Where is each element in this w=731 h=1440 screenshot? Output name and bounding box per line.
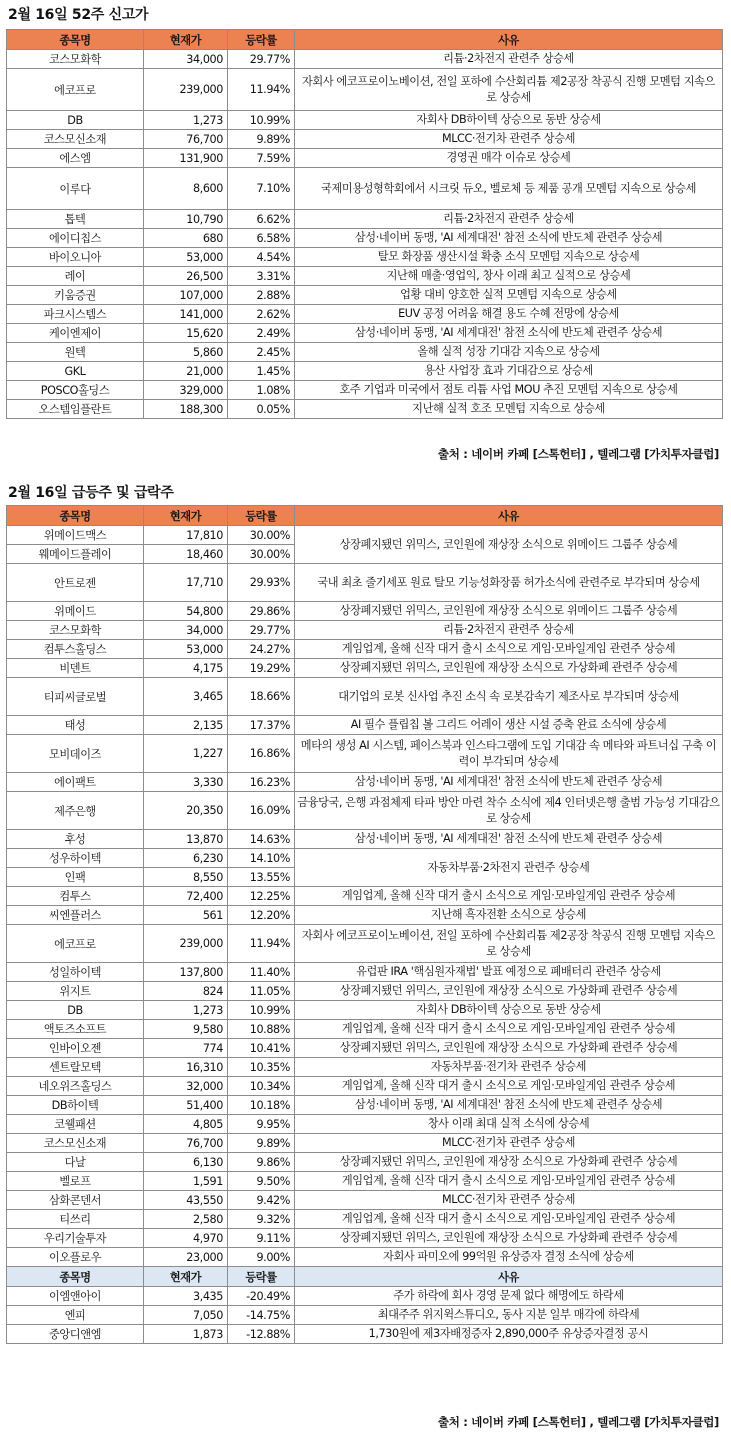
table-row [7,1115,723,1134]
table-row [7,963,723,982]
reason: 국내 최초 줄기세포 원료 탈모 기능성화장품 허가소식에 관련주로 부각되며 상승세 [295,564,723,602]
stock-name: 코스모신소재 [7,130,144,149]
table-row [7,362,723,381]
stock-name: 코웰패션 [7,1115,144,1134]
table-row [7,1058,723,1077]
table-row [7,1039,723,1058]
table-row [7,621,723,640]
table-row [7,1172,723,1191]
stock-name: 씨엔플러스 [7,906,144,925]
stock-name: 태성 [7,716,144,735]
change-rate: 11.05% [228,982,295,1001]
current-price: 76,700 [144,130,228,149]
change-rate: 11.94% [228,925,295,963]
table-row [7,773,723,792]
reason: 지난해 매출·영업익, 창사 이래 최고 실적으로 상승세 [295,267,723,286]
stock-name: 레이 [7,267,144,286]
change-rate: 9.50% [228,1172,295,1191]
stock-name: 인팩 [7,868,144,887]
header-row [7,30,723,50]
change-rate: 16.23% [228,773,295,792]
change-rate: -12.88% [228,1325,295,1344]
stock-name: 오스템임플란트 [7,400,144,419]
change-rate: 2.45% [228,343,295,362]
current-price: 20,350 [144,792,228,830]
reason: 자회사 DB하이텍 상승으로 동반 상승세 [295,1001,723,1020]
reason: 게임업계, 올해 신작 대거 출시 소식으로 게임·모바일게임 관련주 상승세 [295,1077,723,1096]
change-rate: 29.86% [228,602,295,621]
reason: 리튬·2차전지 관련주 상승세 [295,210,723,229]
table-row [7,526,723,545]
current-price: 26,500 [144,267,228,286]
change-rate: 10.41% [228,1039,295,1058]
change-rate: 2.49% [228,324,295,343]
table-row [7,324,723,343]
table-row [7,1287,723,1306]
current-price: 3,465 [144,678,228,716]
stock-name: 성일하이텍 [7,963,144,982]
stock-name: 에이디칩스 [7,229,144,248]
current-price: 34,000 [144,50,228,69]
current-price: 3,330 [144,773,228,792]
table-row [7,1077,723,1096]
current-price: 561 [144,906,228,925]
stock-name: 모비데이즈 [7,735,144,773]
table-row [7,69,723,111]
change-rate: 1.08% [228,381,295,400]
current-price: 7,050 [144,1306,228,1325]
stock-name: POSCO홀딩스 [7,381,144,400]
change-rate: 9.42% [228,1191,295,1210]
change-rate: 6.58% [228,229,295,248]
reason: 상장폐지됐던 위믹스, 코인원에 재상장 소식으로 가상화폐 관련주 상승세 [295,1039,723,1058]
reason: 게임업계, 올해 신작 대거 출시 소식으로 게임·모바일게임 관련주 상승세 [295,887,723,906]
reason: 유럽판 IRA '핵심원자재법' 발표 예정으로 폐배터리 관련주 상승세 [295,963,723,982]
table-row [7,1020,723,1039]
reason: EUV 공정 어려움 해결 용도 수혜 전망에 상승세 [295,305,723,324]
current-price: 1,227 [144,735,228,773]
column-header: 종목명 [7,1267,144,1287]
change-rate: 13.55% [228,868,295,887]
table-row [7,381,723,400]
stock-name: 바이오니아 [7,248,144,267]
stock-name: 이오플로우 [7,1248,144,1267]
stock-name: 우리기술투자 [7,1229,144,1248]
table-row [7,1248,723,1267]
change-rate: 9.95% [228,1115,295,1134]
reason: AI 필수 플립칩 볼 그리드 어레이 생산 시설 증축 완료 소식에 상승세 [295,716,723,735]
current-price: 137,800 [144,963,228,982]
reason: 삼성·네이버 동맹, 'AI 세계대전' 참전 소식에 반도체 관련주 상승세 [295,830,723,849]
column-header: 현재가 [144,30,228,50]
current-price: 8,550 [144,868,228,887]
table-row [7,229,723,248]
table-row [7,1153,723,1172]
stock-name: 원텍 [7,343,144,362]
current-price: 10,790 [144,210,228,229]
table-row [7,111,723,130]
reason: 주가 하락에 회사 경영 문제 없다 해명에도 하락세 [295,1287,723,1306]
column-header: 사유 [295,506,723,526]
current-price: 53,000 [144,640,228,659]
change-rate: 16.09% [228,792,295,830]
column-header: 현재가 [144,506,228,526]
stock-name: 위메이드맥스 [7,526,144,545]
change-rate: 9.89% [228,1134,295,1153]
table-row [7,602,723,621]
reason: 상장폐지됐던 위믹스, 코인원에 재상장 소식으로 가상화폐 관련주 상승세 [295,982,723,1001]
surge-plunge-table [6,505,723,1344]
reason: 리튬·2차전지 관련주 상승세 [295,621,723,640]
change-rate: 29.93% [228,564,295,602]
stock-name: 코스모신소재 [7,1134,144,1153]
table2-source: 출처 : 네이버 카페 [스톡헌터] , 텔레그램 [가치투자클럽] [437,1415,719,1429]
change-rate: 29.77% [228,50,295,69]
current-price: 43,550 [144,1191,228,1210]
reason: 지난해 실적 호조 모멘텀 지속으로 상승세 [295,400,723,419]
stock-name: 에스엠 [7,149,144,168]
table1-source: 출처 : 네이버 카페 [스톡헌터] , 텔레그램 [가치투자클럽] [437,447,719,461]
reason: MLCC·전기차 관련주 상승세 [295,1134,723,1153]
stock-name: 액토즈소프트 [7,1020,144,1039]
stock-name: 코스모화학 [7,621,144,640]
change-rate: 9.89% [228,130,295,149]
reason: MLCC·전기차 관련주 상승세 [295,130,723,149]
reason: 자회사 파미오에 99억원 유상증자 결정 소식에 상승세 [295,1248,723,1267]
table-row [7,130,723,149]
reason: 국제미용성형학회에서 시크릿 듀오, 벨로체 등 제품 공개 모멘텀 지속으로 상승세 [295,168,723,210]
current-price: 21,000 [144,362,228,381]
change-rate: 9.00% [228,1248,295,1267]
current-price: 23,000 [144,1248,228,1267]
current-price: 72,400 [144,887,228,906]
current-price: 1,273 [144,1001,228,1020]
table-row [7,400,723,419]
reason: 지난해 흑자전환 소식으로 상승세 [295,906,723,925]
change-rate: 11.94% [228,69,295,111]
stock-name: 이루다 [7,168,144,210]
table-row [7,1210,723,1229]
table-row [7,1229,723,1248]
stock-name: DB하이텍 [7,1096,144,1115]
reason: 삼성·네이버 동맹, 'AI 세계대전' 참전 소식에 반도체 관련주 상승세 [295,229,723,248]
current-price: 2,135 [144,716,228,735]
stock-name: 컴투스 [7,887,144,906]
current-price: 774 [144,1039,228,1058]
table-row [7,1096,723,1115]
change-rate: 12.25% [228,887,295,906]
reason: 리튬·2차전지 관련주 상승세 [295,50,723,69]
change-rate: -20.49% [228,1287,295,1306]
reason: 자동차부품·2차전지 관련주 상승세 [295,849,723,887]
reason: 상장폐지됐던 위믹스, 코인원에 재상장 소식으로 위메이드 그룹주 상승세 [295,602,723,621]
stock-name: 삼화콘덴서 [7,1191,144,1210]
stock-name: 네오위즈홀딩스 [7,1077,144,1096]
stock-name: 다날 [7,1153,144,1172]
table-row [7,149,723,168]
reason: 경영권 매각 이슈로 상승세 [295,149,723,168]
reason: 상장폐지됐던 위믹스, 코인원에 재상장 소식으로 위메이드 그룹주 상승세 [295,526,723,564]
change-rate: 7.59% [228,149,295,168]
reason: 창사 이래 최대 실적 소식에 상승세 [295,1115,723,1134]
stock-name: 컴투스홀딩스 [7,640,144,659]
table-row [7,640,723,659]
reason: 상장폐지됐던 위믹스, 코인원에 재상장 소식으로 가상화폐 관련주 상승세 [295,1153,723,1172]
current-price: 9,580 [144,1020,228,1039]
current-price: 18,460 [144,545,228,564]
stock-name: 위메이드 [7,602,144,621]
current-price: 16,310 [144,1058,228,1077]
current-price: 54,800 [144,602,228,621]
current-price: 1,273 [144,111,228,130]
column-header: 종목명 [7,506,144,526]
stock-name: 에이팩트 [7,773,144,792]
change-rate: 9.11% [228,1229,295,1248]
current-price: 34,000 [144,621,228,640]
current-price: 4,805 [144,1115,228,1134]
change-rate: 29.77% [228,621,295,640]
stock-name: 에코프로 [7,69,144,111]
change-rate: 10.99% [228,1001,295,1020]
current-price: 51,400 [144,1096,228,1115]
current-price: 8,600 [144,168,228,210]
table-row [7,830,723,849]
current-price: 6,130 [144,1153,228,1172]
table1-title: 2월 16일 52주 신고가 [8,7,149,23]
reason: 삼성·네이버 동맹, 'AI 세계대전' 참전 소식에 반도체 관련주 상승세 [295,773,723,792]
current-price: 680 [144,229,228,248]
change-rate: 11.40% [228,963,295,982]
current-price: 4,175 [144,659,228,678]
stock-name: 파크시스템스 [7,305,144,324]
current-price: 239,000 [144,925,228,963]
reason: 삼성·네이버 동맹, 'AI 세계대전' 참전 소식에 반도체 관련주 상승세 [295,1096,723,1115]
current-price: 4,970 [144,1229,228,1248]
table-row [7,343,723,362]
current-price: 188,300 [144,400,228,419]
table-row [7,1191,723,1210]
table-row [7,210,723,229]
change-rate: 14.63% [228,830,295,849]
reason: 게임업계, 올해 신작 대거 출시 소식으로 게임·모바일게임 관련주 상승세 [295,1172,723,1191]
change-rate: -14.75% [228,1306,295,1325]
header-row [7,506,723,526]
reason: 게임업계, 올해 신작 대거 출시 소식으로 게임·모바일게임 관련주 상승세 [295,1020,723,1039]
table-row [7,887,723,906]
current-price: 239,000 [144,69,228,111]
stock-name: GKL [7,362,144,381]
table-row [7,735,723,773]
current-price: 5,860 [144,343,228,362]
reason: 삼성·네이버 동맹, 'AI 세계대전' 참전 소식에 반도체 관련주 상승세 [295,324,723,343]
stock-name: 티쓰리 [7,1210,144,1229]
column-header: 종목명 [7,30,144,50]
stock-name: 코스모화학 [7,50,144,69]
change-rate: 9.86% [228,1153,295,1172]
reason: 상장폐지됐던 위믹스, 코인원에 재상장 소식으로 가상화폐 관련주 상승세 [295,1229,723,1248]
stock-name: 제주은행 [7,792,144,830]
table-row [7,267,723,286]
current-price: 141,000 [144,305,228,324]
table-row [7,716,723,735]
table-row [7,906,723,925]
stock-name: DB [7,111,144,130]
column-header: 사유 [295,30,723,50]
reason: 메타의 생성 AI 시스템, 페이스북과 인스타그램에 도입 기대감 속 메타와 파트너십 구축 이력이 부각되며 상승세 [295,735,723,773]
change-rate: 16.86% [228,735,295,773]
change-rate: 1.45% [228,362,295,381]
current-price: 107,000 [144,286,228,305]
current-price: 53,000 [144,248,228,267]
change-rate: 18.66% [228,678,295,716]
stock-name: 안트로젠 [7,564,144,602]
stock-name: 성우하이텍 [7,849,144,868]
stock-name: 후성 [7,830,144,849]
reason: 게임업계, 올해 신작 대거 출시 소식으로 게임·모바일게임 관련주 상승세 [295,1210,723,1229]
current-price: 1,873 [144,1325,228,1344]
table-row [7,659,723,678]
table-row [7,50,723,69]
reason: 용산 사업장 효과 기대감으로 상승세 [295,362,723,381]
stock-name: DB [7,1001,144,1020]
change-rate: 6.62% [228,210,295,229]
change-rate: 7.10% [228,168,295,210]
column-header: 현재가 [144,1267,228,1287]
current-price: 17,710 [144,564,228,602]
stock-name: 인바이오젠 [7,1039,144,1058]
column-header: 등락률 [228,506,295,526]
reason: 자회사 에코프로이노베이션, 전일 포하에 수산회리튬 제2공장 착공식 진행 모멘텀 지속으로 상승세 [295,925,723,963]
change-rate: 10.18% [228,1096,295,1115]
reason: 상장폐지됐던 위믹스, 코인원에 재상장 소식으로 가상화폐 관련주 상승세 [295,659,723,678]
change-rate: 24.27% [228,640,295,659]
reason: 호주 기업과 미국에서 점토 리튬 사업 MOU 추진 모멘텀 지속으로 상승세 [295,381,723,400]
stock-name: 이엠앤아이 [7,1287,144,1306]
change-rate: 10.88% [228,1020,295,1039]
stock-name: 벨로프 [7,1172,144,1191]
reason: 금융당국, 은행 과점체제 타파 방안 마련 착수 소식에 제4 인터넷은행 출범 가능성 기대감으로 상승세 [295,792,723,830]
table-row [7,1134,723,1153]
change-rate: 19.29% [228,659,295,678]
table-row [7,1001,723,1020]
current-price: 6,230 [144,849,228,868]
change-rate: 17.37% [228,716,295,735]
stock-name: 웨메이드플레이 [7,545,144,564]
stock-name: 키움증권 [7,286,144,305]
change-rate: 3.31% [228,267,295,286]
change-rate: 12.20% [228,906,295,925]
new-high-table [6,29,723,419]
current-price: 15,620 [144,324,228,343]
reason: 올해 실적 성장 기대감 지속으로 상승세 [295,343,723,362]
table-row [7,982,723,1001]
column-header: 등락률 [228,30,295,50]
reason: 자회사 에코프로이노베이션, 전일 포하에 수산회리튬 제2공장 착공식 진행 모멘텀 지속으로 상승세 [295,69,723,111]
change-rate: 9.32% [228,1210,295,1229]
table-row [7,1306,723,1325]
reason: 게임업계, 올해 신작 대거 출시 소식으로 게임·모바일게임 관련주 상승세 [295,640,723,659]
table-row [7,248,723,267]
change-rate: 30.00% [228,526,295,545]
current-price: 1,591 [144,1172,228,1191]
change-rate: 4.54% [228,248,295,267]
stock-name: 비덴트 [7,659,144,678]
table-row [7,1325,723,1344]
reason: 업황 대비 양호한 실적 모멘텀 지속으로 상승세 [295,286,723,305]
stock-name: 에코프로 [7,925,144,963]
table-row [7,305,723,324]
current-price: 824 [144,982,228,1001]
table-row [7,792,723,830]
column-header: 사유 [295,1267,723,1287]
current-price: 329,000 [144,381,228,400]
change-rate: 2.62% [228,305,295,324]
reason: 대기업의 로봇 신사업 추진 소식 속 로봇감속기 제조사로 부각되며 상승세 [295,678,723,716]
table-row [7,564,723,602]
stock-name: 중앙디앤엠 [7,1325,144,1344]
current-price: 17,810 [144,526,228,545]
reason: 최대주주 위지윅스튜디오, 동사 지분 일부 매각에 하락세 [295,1306,723,1325]
table-row [7,286,723,305]
current-price: 2,580 [144,1210,228,1229]
change-rate: 30.00% [228,545,295,564]
current-price: 3,435 [144,1287,228,1306]
change-rate: 0.05% [228,400,295,419]
column-header: 등락률 [228,1267,295,1287]
stock-name: 티피씨글로벌 [7,678,144,716]
current-price: 131,900 [144,149,228,168]
current-price: 13,870 [144,830,228,849]
reason: 자동차부품·전기차 관련주 상승세 [295,1058,723,1077]
reason: 1,730원에 제3자배정증자 2,890,000주 유상증자결정 공시 [295,1325,723,1344]
reason: MLCC·전기차 관련주 상승세 [295,1191,723,1210]
change-rate: 10.35% [228,1058,295,1077]
stock-name: 케이엔제이 [7,324,144,343]
stock-name: 엔피 [7,1306,144,1325]
current-price: 32,000 [144,1077,228,1096]
stock-name: 위지트 [7,982,144,1001]
change-rate: 10.34% [228,1077,295,1096]
table-row [7,925,723,963]
stock-name: 센트랄모텍 [7,1058,144,1077]
table2-title: 2월 16일 급등주 및 급락주 [8,485,174,501]
decliners-header-row [7,1267,723,1287]
table-row [7,849,723,868]
change-rate: 10.99% [228,111,295,130]
current-price: 76,700 [144,1134,228,1153]
table-row [7,168,723,210]
reason: 자회사 DB하이텍 상승으로 동반 상승세 [295,111,723,130]
table-row [7,678,723,716]
change-rate: 14.10% [228,849,295,868]
reason: 탈모 화장품 생산시설 확충 소식 모멘텀 지속으로 상승세 [295,248,723,267]
stock-name: 톱텍 [7,210,144,229]
change-rate: 2.88% [228,286,295,305]
